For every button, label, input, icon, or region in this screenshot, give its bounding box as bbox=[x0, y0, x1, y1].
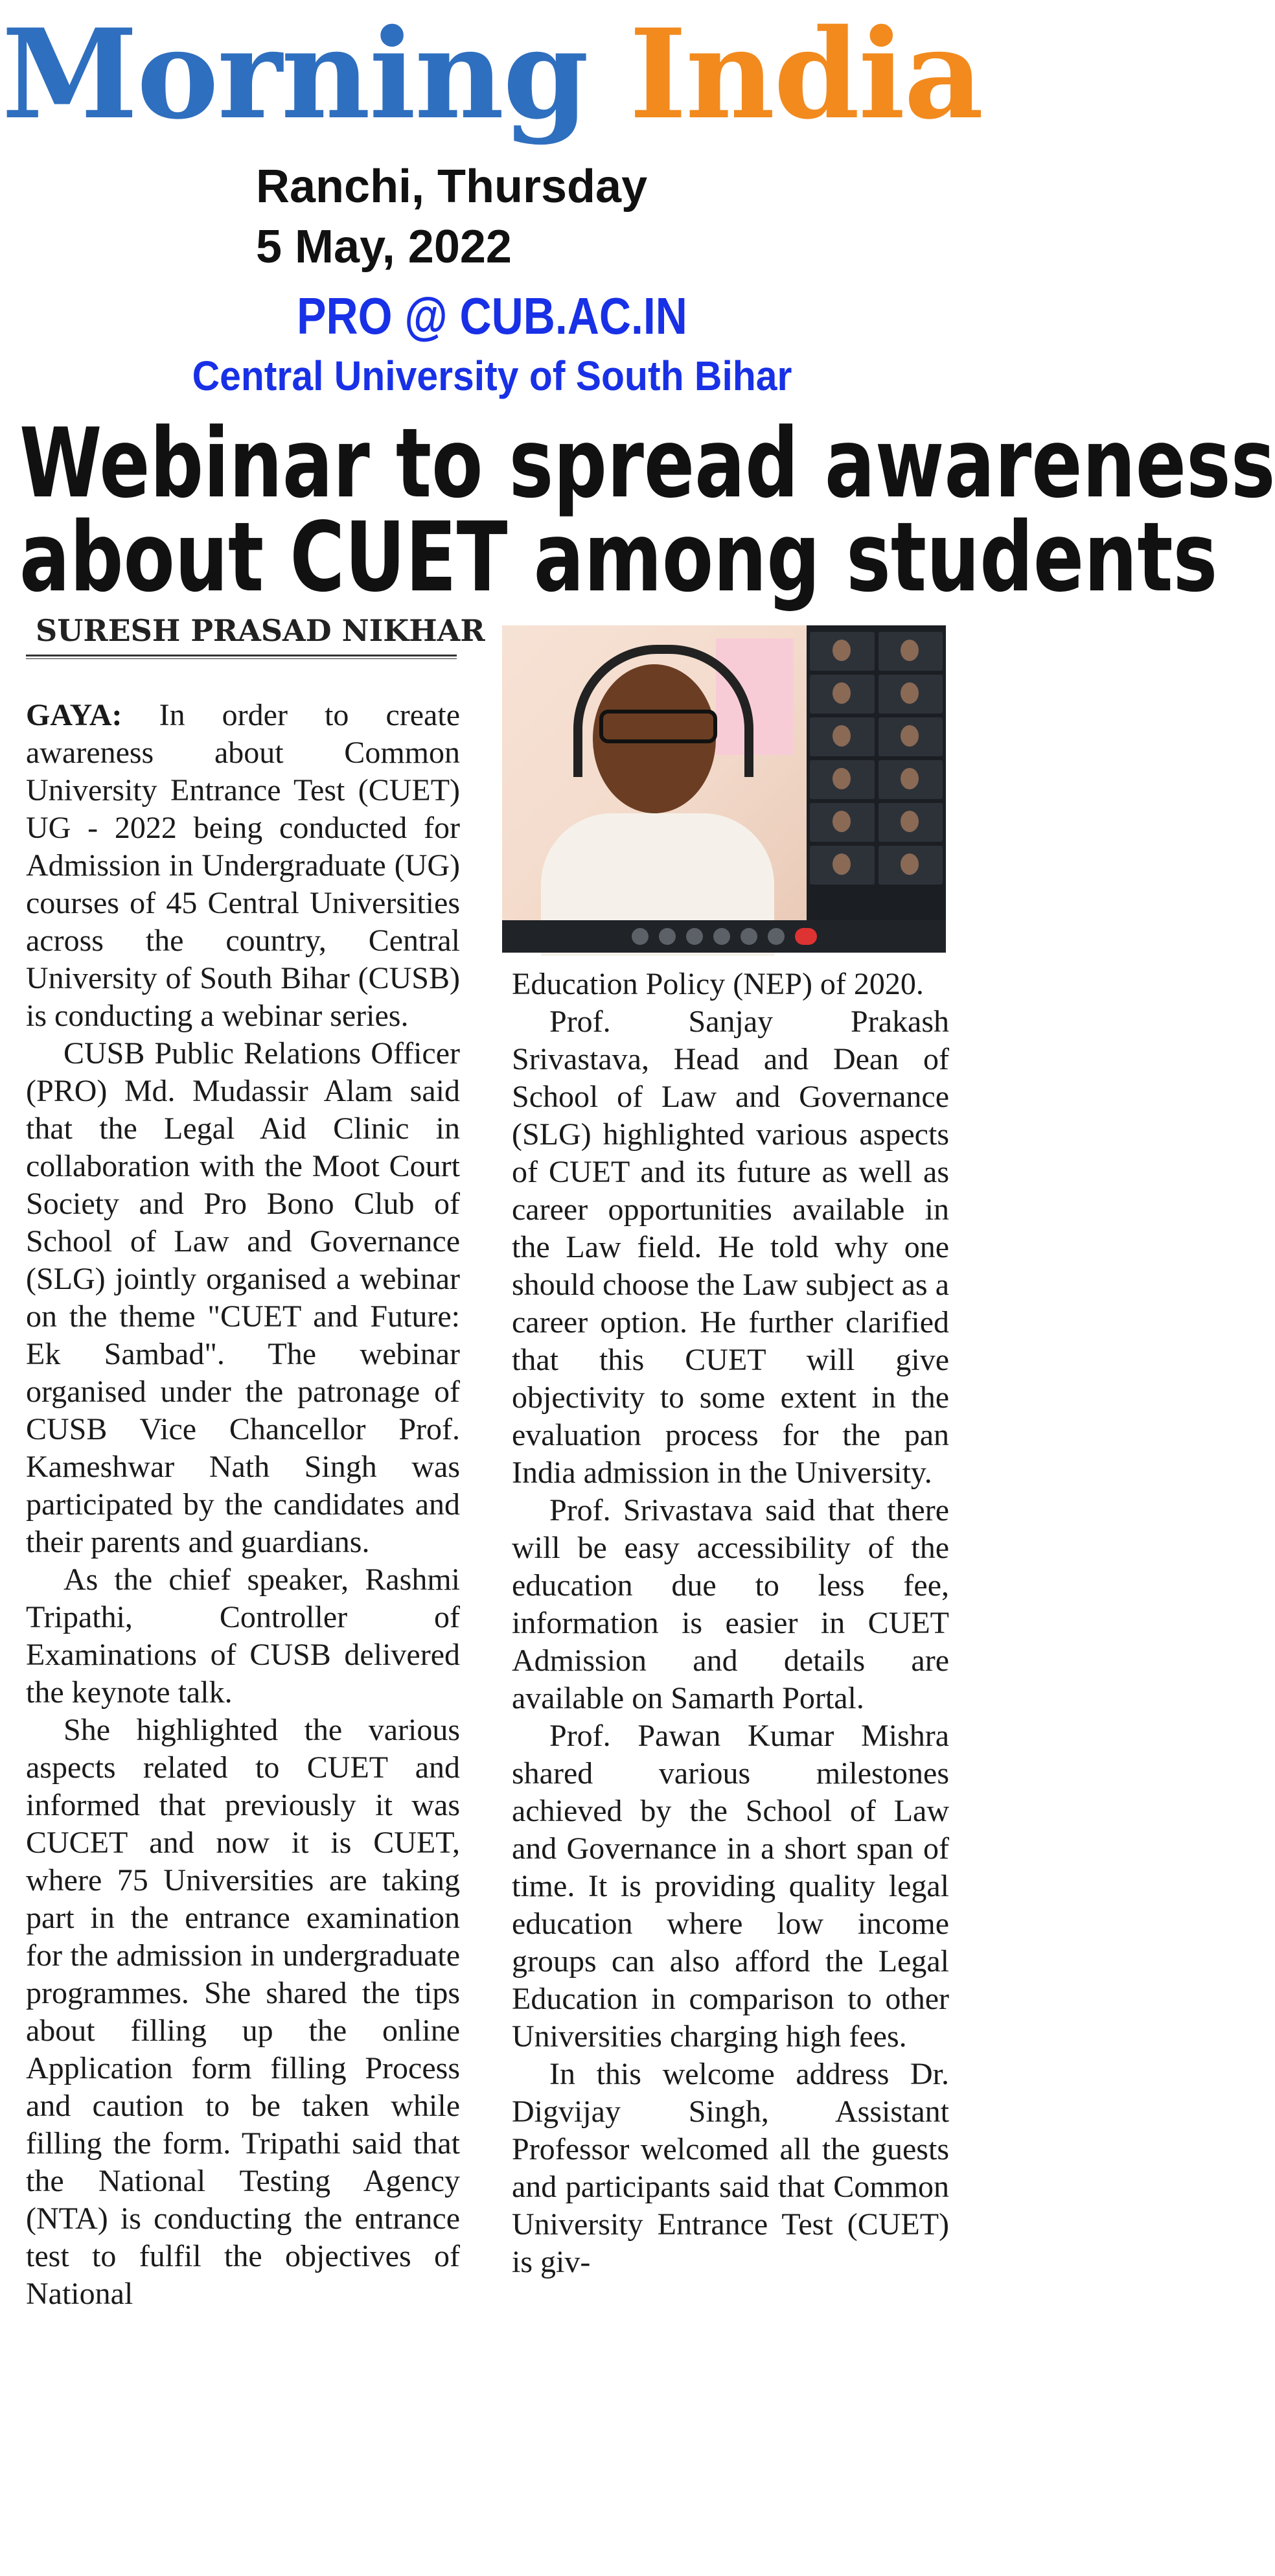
participant-thumbnail bbox=[879, 760, 943, 799]
article-paragraph bbox=[26, 697, 460, 1035]
dateline-city-day: Ranchi, Thursday bbox=[256, 161, 648, 213]
speaker-video-tile bbox=[502, 625, 807, 953]
more-icon bbox=[768, 928, 785, 945]
dateline-date: 5 May, 2022 bbox=[256, 221, 512, 273]
headline-line-1: Webinar to spread awareness bbox=[19, 408, 1275, 519]
participant-thumbnail bbox=[879, 675, 943, 714]
captions-icon bbox=[686, 928, 703, 945]
participant-thumbnail bbox=[810, 846, 875, 885]
webinar-screenshot-photo bbox=[502, 625, 946, 953]
participant-thumbnail bbox=[810, 760, 875, 799]
article-paragraph: In this welcome address Dr. Digvijay Singh, Assistant Professor welcomed all the guests and participants said that Common University Entrance Test (CUET) is giv- bbox=[512, 2057, 949, 2279]
camera-icon bbox=[659, 928, 676, 945]
article-paragraph: Education Policy (NEP) of 2020. bbox=[512, 967, 924, 1001]
headline-line-2: about CUET among students bbox=[19, 502, 1218, 613]
participant-thumbnail bbox=[879, 632, 943, 671]
paragraph-text: In order to create awareness about Common University Entrance Test (CUET) UG - 2022 being conducted for Admission in Undergraduate (UG) courses of 45 Central Universities across the country, Central University of South Bihar (CUSB) is conducting a webinar series. bbox=[26, 698, 460, 1033]
masthead bbox=[0, 0, 984, 149]
participant-thumbnail bbox=[810, 675, 875, 714]
participant-thumbnail bbox=[810, 803, 875, 842]
hand-icon bbox=[713, 928, 730, 945]
article-paragraph: As the chief speaker, Rashmi Tripathi, Controller of Examinations of CUSB delivered the keynote talk. bbox=[26, 1562, 460, 1710]
participant-thumbnails bbox=[810, 632, 943, 911]
participant-thumbnail bbox=[810, 717, 875, 756]
article-paragraph: She highlighted the various aspects related to CUET and informed that previously it was CUCET and now it is CUET, where 75 Universities are taking part in the entrance examination for the admission in undergraduate programmes. She shared the tips about filling up the online Application form filling Process and caution to be taken while filling the form. Tripathi said that the National Testing Agency (NTA) is conducting the entrance test to fulfil the objectives of National bbox=[26, 1713, 460, 2311]
present-icon bbox=[741, 928, 757, 945]
byline: SURESH PRASAD NIKHAR bbox=[36, 613, 485, 648]
article-column-1 bbox=[26, 697, 460, 2313]
byline-rule bbox=[26, 655, 457, 656]
masthead-word-morning: Morning bbox=[1, 2, 588, 146]
participant-thumbnail bbox=[879, 803, 943, 842]
article-paragraph: CUSB Public Relations Officer (PRO) Md. Mudassir Alam said that the Legal Aid Clinic in collaboration with the Moot Court Society and Pro Bono Club of School of Law and Governance (SLG) jointly organised a webinar on the theme "CUET and Future: Ek Sambad". The webinar organised under the patronage of CUSB Vice Chancellor Prof. Kameshwar Nath Singh was participated by the candidates and their parents and guardians. bbox=[26, 1036, 460, 1559]
university-name: Central University of South Bihar bbox=[192, 353, 792, 399]
participant-thumbnail bbox=[879, 717, 943, 756]
masthead-word-india: India bbox=[629, 2, 983, 146]
participant-thumbnail bbox=[879, 846, 943, 885]
article-paragraph: Prof. Sanjay Prakash Srivastava, Head and Dean of School of Law and Governance (SLG) highlighted various aspects of CUET and its future as well as career opportunities available in the Law field. He told why one should choose the Law subject as a career option. He further clarified that this CUET will give objectivity to some extent in the evaluation process for the pan India admission in the University. bbox=[512, 1004, 949, 1490]
meeting-control-bar bbox=[502, 920, 946, 953]
end-call-icon bbox=[795, 928, 817, 945]
dateline-city: GAYA: bbox=[26, 698, 122, 732]
mic-icon bbox=[632, 928, 649, 945]
article-paragraph: Prof. Pawan Kumar Mishra shared various milestones achieved by the School of Law and Governance in a short span of time. It is providing quality legal education where low income groups can also afford the Legal Education in comparison to other Universities charging high fees. bbox=[512, 1719, 949, 2054]
article-column-2 bbox=[512, 966, 949, 2281]
participant-thumbnail bbox=[810, 632, 875, 671]
byline-rule-thin bbox=[26, 658, 457, 659]
article-paragraph: Prof. Srivastava said that there will be easy accessibility of the education due to less fee, information is easier in CUET Admission and details are available on Samarth Portal. bbox=[512, 1493, 949, 1715]
pro-email-tag: PRO @ CUB.AC.IN bbox=[297, 287, 687, 345]
